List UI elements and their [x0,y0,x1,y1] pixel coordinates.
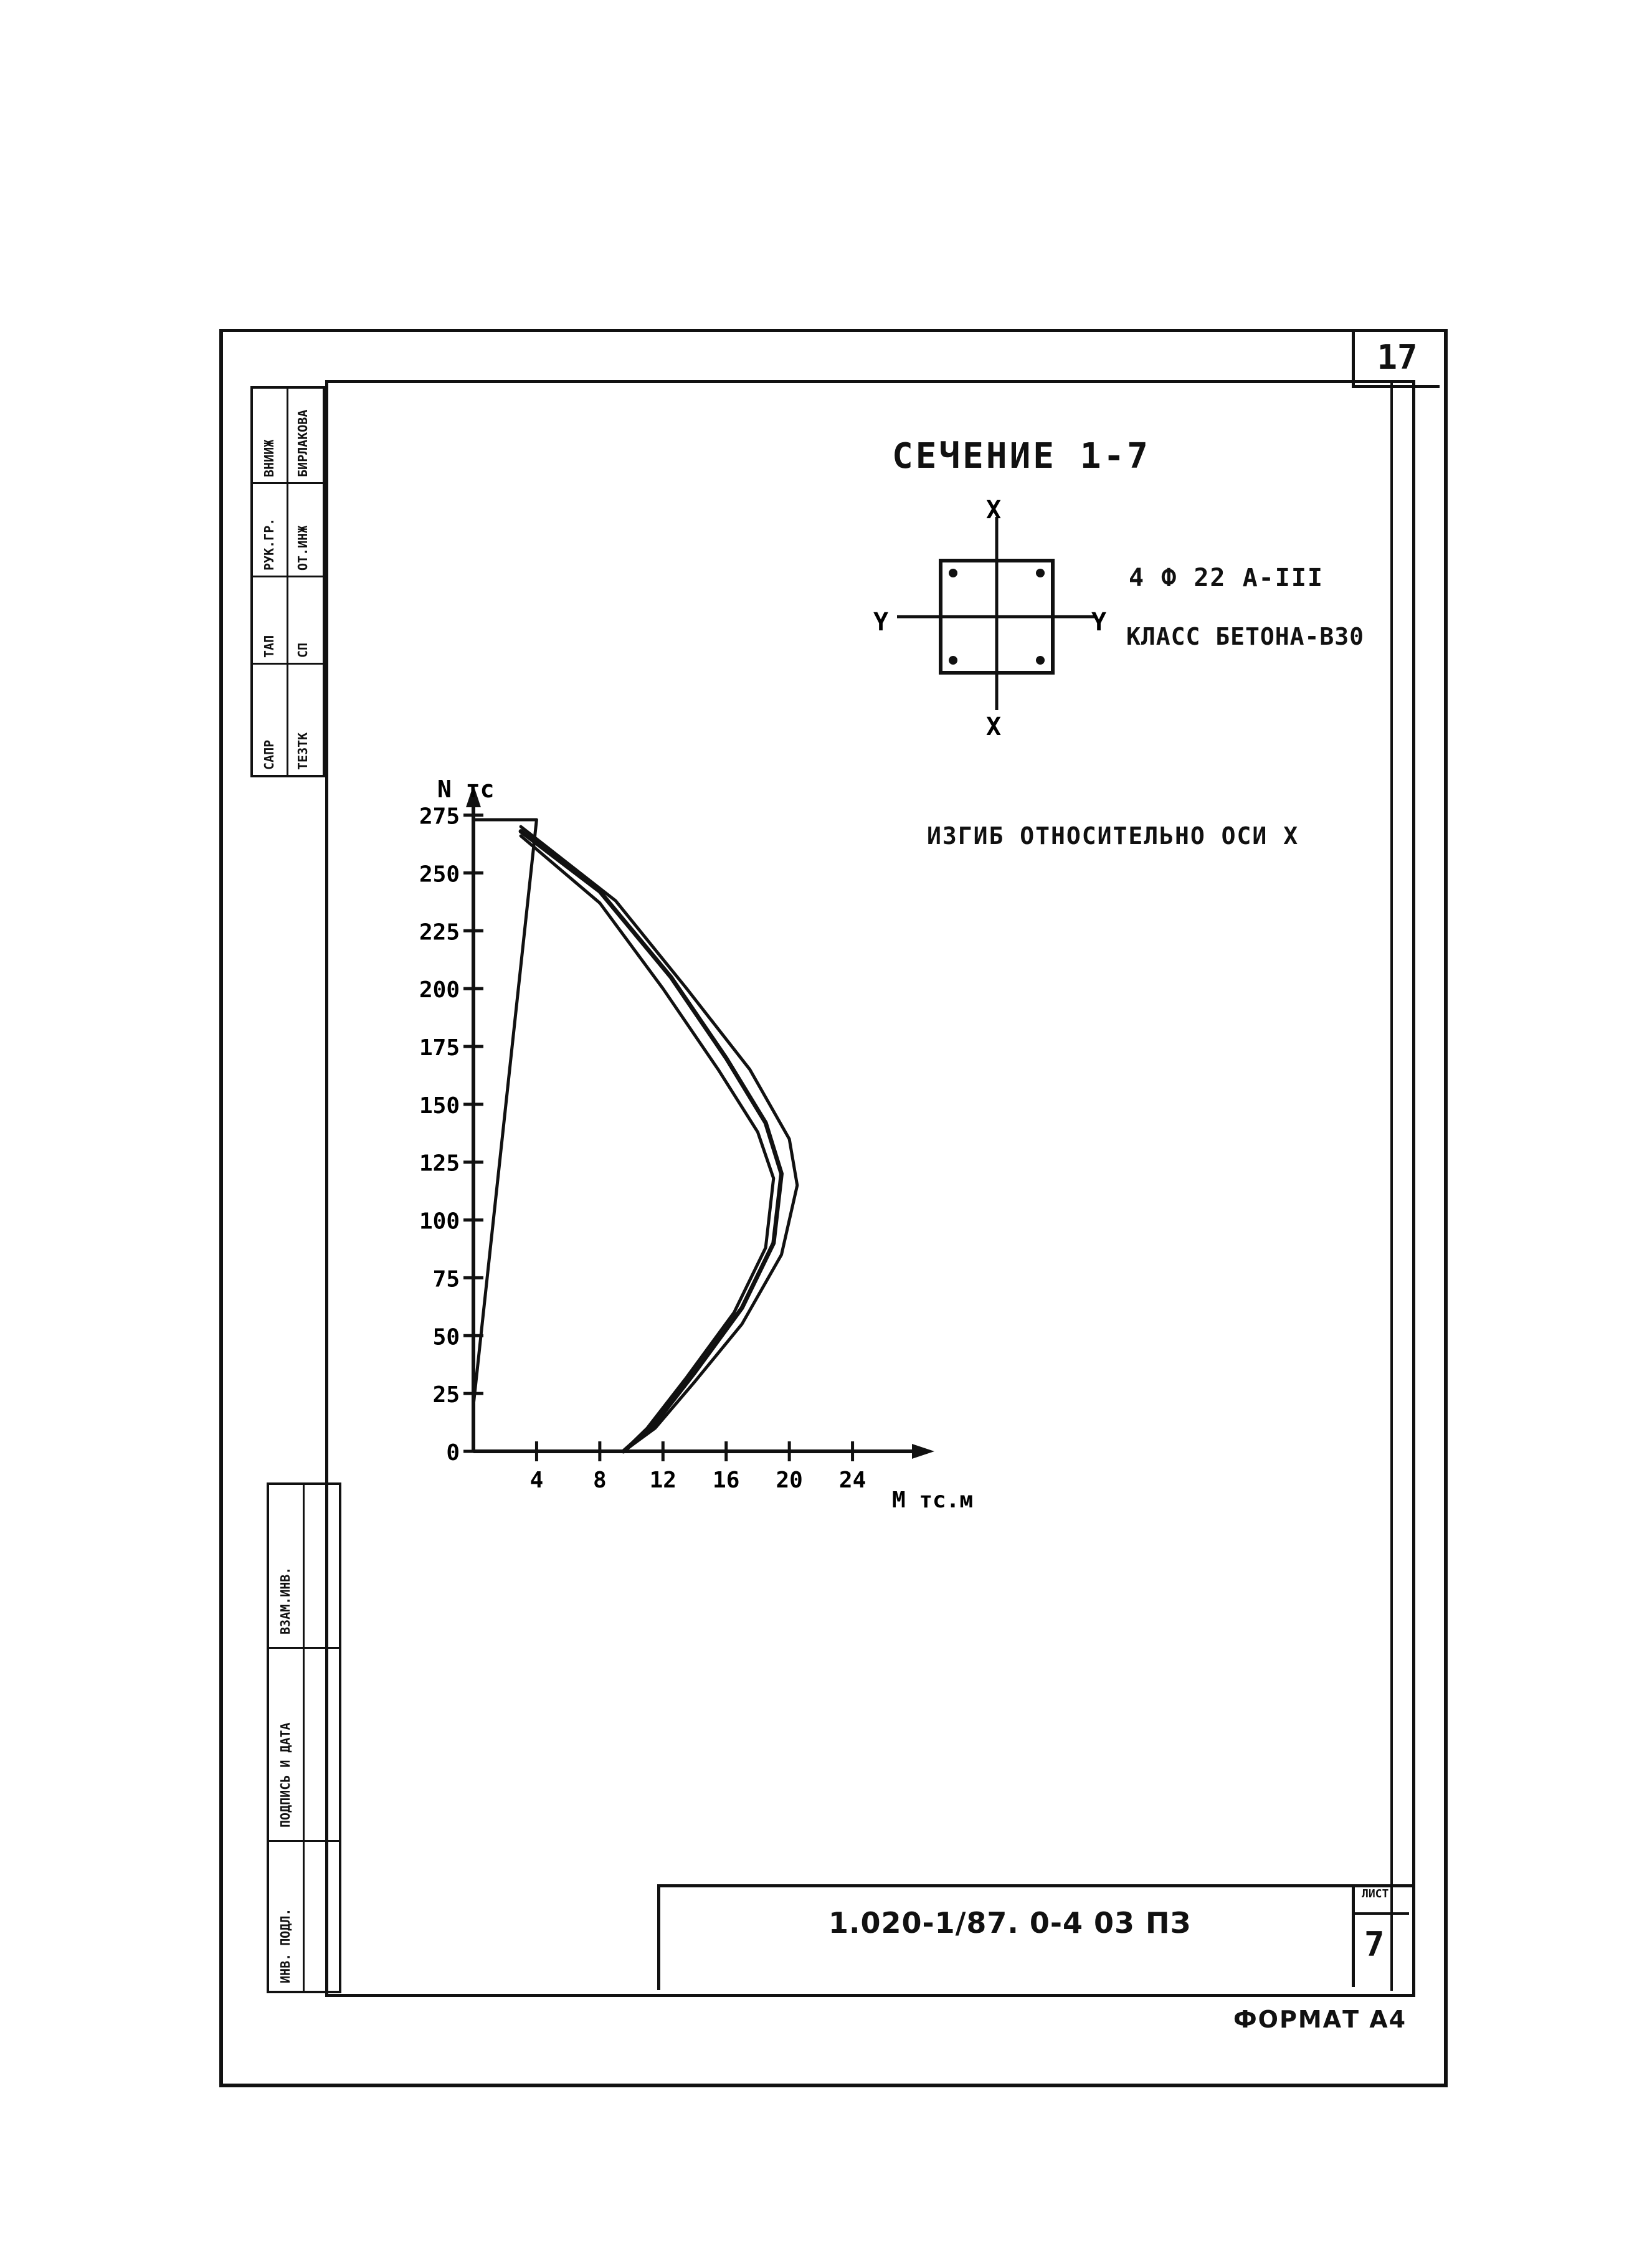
stamp-label: ТЕЗТК [295,732,310,770]
section-axis-y-label-left: Y [873,608,889,637]
y-tick-label: 25 [432,1382,460,1408]
stamp-label: ВЗАМ.ИНВ. [278,1567,293,1634]
chart-series-line [521,827,797,1451]
x-tick-label: 20 [776,1468,803,1493]
y-tick-label: 200 [419,977,460,1003]
document-code: 1.020-1/87. 0-4 03 ПЗ [828,1906,1192,1940]
chart-ticks [419,804,866,1493]
y-axis-label: N тс [437,776,495,803]
x-axis-label: М тс.м [892,1487,974,1513]
stamp-label: ИНВ. ПОДЛ. [278,1908,293,1983]
title-block-sheet-rule [1352,1912,1409,1915]
y-tick-label: 225 [419,919,460,946]
y-tick-label: 250 [419,861,460,888]
chart-series-line [473,820,536,1405]
title-block-sheet-label: ЛИСТ [1362,1887,1389,1900]
concrete-class-label: КЛАСС БЕТОНА-В30 [1126,623,1365,650]
section-axis-x-label-top: X [986,496,1002,524]
y-tick-label: 275 [419,804,460,830]
y-tick-label: 175 [419,1035,460,1061]
section-axis-x-label-bottom: X [986,713,1002,741]
section-axis-y-label-right: Y [1091,608,1107,637]
stamp-label: ТАП [262,635,277,658]
y-tick-label: 150 [419,1093,460,1119]
rebar-dot [1036,569,1045,577]
y-tick-label: 75 [432,1266,460,1293]
chart-series-line [521,836,774,1451]
x-tick-label: 12 [649,1468,676,1493]
title-block-sheet-number: 7 [1364,1925,1385,1964]
rebar-dot [949,569,957,577]
y-tick-label: 100 [419,1208,460,1235]
stamp-label: ОТ.ИНЖ [295,525,310,571]
x-tick-label: 8 [593,1468,607,1493]
page-number-top: 17 [1352,329,1440,388]
format-label: ФОРМАТ А4 [1233,2006,1407,2033]
stamp-label: САПР [262,739,277,770]
stamp-label: СП [295,642,310,658]
bending-note: ИЗГИБ ОТНОСИТЕЛЬНО ОСИ X [927,822,1299,850]
y-tick-label: 125 [419,1150,460,1177]
rebar-dot [1036,656,1045,665]
y-tick-label: 50 [432,1324,460,1350]
x-tick-label: 24 [838,1468,866,1493]
chart-series-line [521,832,781,1451]
stamp-label: ПОДПИСЬ И ДАТА [278,1722,293,1828]
reinforcement-label: 4 Ф 22 А-III [1129,564,1324,592]
chart-series [473,820,797,1451]
x-tick-label: 16 [713,1468,740,1493]
cross-section-diagram [873,496,1106,741]
x-axis-arrow [912,1444,934,1459]
section-title: СЕЧЕНИЕ 1-7 [892,436,1151,477]
rebar-dot [949,656,957,665]
stamp-label: ВНИИЖ [262,439,277,477]
stamp-label: РУК.ГР. [262,518,277,571]
y-tick-label: 0 [446,1440,460,1466]
interaction-chart [419,776,973,1513]
x-tick-label: 4 [529,1468,544,1493]
stamp-label: БИРЛАКОВА [295,409,310,477]
